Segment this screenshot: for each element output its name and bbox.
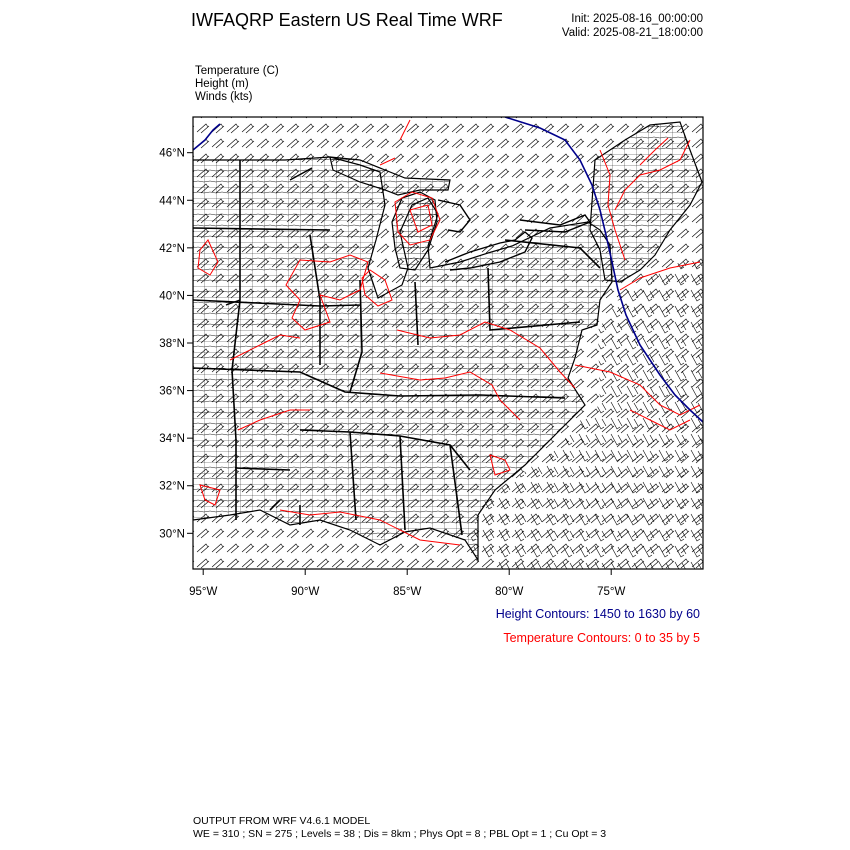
latitude-axis [159,148,193,541]
lat-tick-label: 44°N [159,195,185,208]
variable-winds: Winds (kts) [195,91,253,103]
height-contours-label: Height Contours: 1450 to 1630 by 60 [495,607,700,621]
variable-height: Height (m) [195,78,249,90]
temperature-contours-label: Temperature Contours: 0 to 35 by 5 [503,631,700,645]
lon-tick-label: 75°W [597,586,626,598]
lon-tick-label: 85°W [393,586,422,598]
lat-tick-label: 38°N [159,338,185,350]
page-title: IWFAQRP Eastern US Real Time WRF [191,10,503,30]
lat-tick-label: 36°N [159,385,185,398]
model-info-line2: WE = 310 ; SN = 275 ; Levels = 38 ; Dis = 8km ; Phys Opt = 8 ; PBL Opt = 1 ; Cu Opt = 3 [193,828,607,840]
lon-tick-label: 80°W [495,586,524,598]
lat-tick-label: 46°N [159,147,185,160]
init-time: Init: 2025-08-16_00:00:00 [571,13,703,25]
lon-tick-label: 95°W [189,586,218,598]
lat-tick-label: 40°N [159,290,185,303]
lat-tick-label: 42°N [159,242,185,255]
lat-tick-label: 32°N [159,480,185,493]
lat-tick-label: 34°N [159,433,185,446]
longitude-axis [189,569,625,598]
lon-tick-label: 90°W [291,586,320,598]
model-info-line1: OUTPUT FROM WRF V4.6.1 MODEL [193,815,371,827]
lat-tick-label: 30°N [159,528,185,541]
valid-time: Valid: 2025-08-21_18:00:00 [561,27,703,39]
variable-temperature: Temperature (C) [195,65,279,77]
